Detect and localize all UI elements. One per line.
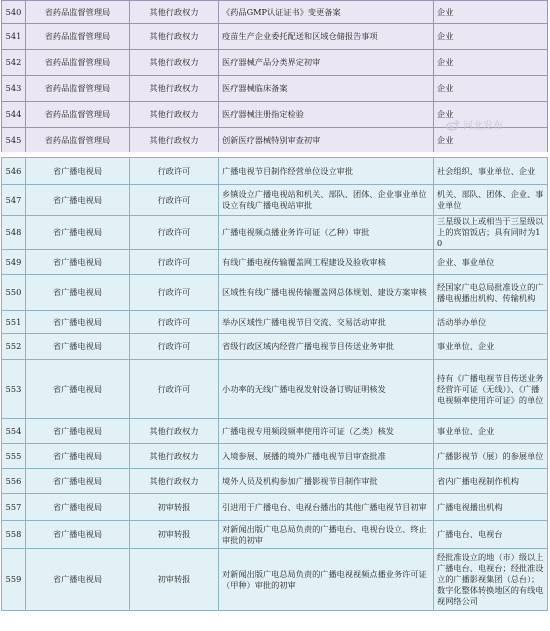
department-cell: 省广播电视局 (26, 360, 130, 419)
applicant-cell: 企业 (434, 1, 548, 24)
weibo-logo-icon (446, 119, 460, 131)
applicant-cell: 事业单位、企业 (434, 419, 548, 444)
department-cell: 省广播电视局 (26, 216, 130, 250)
item-name-cell: 乡镇设立广播电视站和机关、部队、团体、企业事业单位设立有线广播电视站审批 (219, 185, 434, 216)
table-row (2, 185, 548, 216)
row-number: 547 (2, 185, 26, 216)
item-name-cell: 医疗器械临床备案 (219, 76, 434, 102)
power-type-cell: 行政许可 (130, 311, 219, 334)
table-row (2, 494, 548, 521)
radio-tv-table (1, 157, 548, 611)
table-row (2, 216, 548, 250)
row-number: 543 (2, 76, 26, 102)
applicant-cell: 广播影视节（展）的参展单位 (434, 444, 548, 469)
item-name-cell: 医疗器械产品分类界定初审 (219, 50, 434, 76)
row-number: 554 (2, 419, 26, 444)
item-name-cell: 医疗器械注册指定检验 (219, 102, 434, 128)
department-cell: 省药品监督管理局 (26, 24, 130, 50)
item-name-cell: 引进用于广播电台、电视台播出的其他广播电视节目初审 (219, 494, 434, 521)
table-row (2, 76, 548, 102)
applicant-cell: 活动举办单位 (434, 311, 548, 334)
department-cell: 省广播电视局 (26, 469, 130, 494)
applicant-cell: 事业单位、企业 (434, 334, 548, 360)
row-number: 546 (2, 158, 26, 185)
department-cell: 省广播电视局 (26, 549, 130, 611)
item-name-cell: 入境参展、展播的境外广播电视节目审查批准 (219, 444, 434, 469)
power-type-cell: 初审转报 (130, 521, 219, 549)
item-name-cell: 省级行政区域内经营广播电视节目传送业务审批 (219, 334, 434, 360)
row-number: 551 (2, 311, 26, 334)
applicant-cell: 企业 (434, 128, 548, 153)
power-type-cell: 其他行政权力 (130, 128, 219, 153)
row-number: 548 (2, 216, 26, 250)
row-number: 549 (2, 250, 26, 275)
row-number: 542 (2, 50, 26, 76)
power-type-cell: 行政许可 (130, 275, 219, 311)
item-name-cell: 举办区域性广播电视节目交流、交易活动审批 (219, 311, 434, 334)
power-type-cell: 其他行政权力 (130, 1, 219, 24)
power-type-cell: 行政许可 (130, 360, 219, 419)
item-name-cell: 对新闻出版广电总局负责的广播电台、电视台设立、终止审批的初审 (219, 521, 434, 549)
applicant-cell: 社会组织、事业单位、企业 (434, 158, 548, 185)
department-cell: 省广播电视局 (26, 250, 130, 275)
department-cell: 省广播电视局 (26, 521, 130, 549)
applicant-cell: 企业 (434, 76, 548, 102)
weibo-watermark (446, 117, 503, 132)
applicant-cell: 三星级以上或相当于三星级以上的宾馆饭店；具有同时为10 (434, 216, 548, 250)
power-type-cell: 初审转报 (130, 494, 219, 521)
applicant-cell: 经国家广电总局批准设立的广播电视播出机构、传输机构 (434, 275, 548, 311)
power-type-cell: 行政许可 (130, 250, 219, 275)
power-type-cell: 其他行政权力 (130, 50, 219, 76)
table-row (2, 50, 548, 76)
item-name-cell: 广播电视频点播业务许可证（乙种）审批 (219, 216, 434, 250)
row-number: 545 (2, 128, 26, 153)
row-number: 553 (2, 360, 26, 419)
department-cell: 省广播电视局 (26, 275, 130, 311)
power-type-cell: 行政许可 (130, 158, 219, 185)
item-name-cell: 有线广播电视传输覆盖网工程建设及验收审核 (219, 250, 434, 275)
department-cell: 省广播电视局 (26, 334, 130, 360)
table-row (2, 549, 548, 611)
power-type-cell: 行政许可 (130, 216, 219, 250)
applicant-cell: 企业、事业单位 (434, 250, 548, 275)
table-row (2, 419, 548, 444)
table-row (2, 250, 548, 275)
department-cell: 省药品监督管理局 (26, 1, 130, 24)
department-cell: 省广播电视局 (26, 494, 130, 521)
applicant-cell: 机关、部队、团体、企业、事业单位 (434, 185, 548, 216)
department-cell: 省药品监督管理局 (26, 102, 130, 128)
row-number: 559 (2, 549, 26, 611)
power-type-cell: 其他行政权力 (130, 469, 219, 494)
row-number: 540 (2, 1, 26, 24)
row-number: 558 (2, 521, 26, 549)
department-cell: 省广播电视局 (26, 419, 130, 444)
table-row (2, 469, 548, 494)
applicant-cell: 经批准设立的地（市）级以上广播电台、电视台；经批准设立的广播影视集团（总台）；数字化整体转换地区的有线电视网络公司 (434, 549, 548, 611)
department-cell: 省药品监督管理局 (26, 128, 130, 153)
table-row (2, 24, 548, 50)
item-name-cell: 境外人员及机构参加广播影视节目制作审批 (219, 469, 434, 494)
power-type-cell: 行政许可 (130, 185, 219, 216)
row-number: 552 (2, 334, 26, 360)
department-cell: 省药品监督管理局 (26, 50, 130, 76)
department-cell: 省广播电视局 (26, 444, 130, 469)
power-type-cell: 其他行政权力 (130, 76, 219, 102)
applicant-cell: 省内广播电视制作机构 (434, 469, 548, 494)
power-type-cell: 初审转报 (130, 549, 219, 611)
row-number: 544 (2, 102, 26, 128)
power-type-cell: 行政许可 (130, 334, 219, 360)
item-name-cell: 区域性有线广播电视传输覆盖网总体规划、建设方案审核 (219, 275, 434, 311)
watermark-text: 河北发布 (463, 121, 503, 132)
row-number: 550 (2, 275, 26, 311)
row-number: 556 (2, 469, 26, 494)
row-number: 555 (2, 444, 26, 469)
power-type-cell: 其他行政权力 (130, 444, 219, 469)
item-name-cell: 疫苗生产企业委托配送和区域仓储报告事项 (219, 24, 434, 50)
item-name-cell: 广播电视专用频段频率使用许可证（乙类）核发 (219, 419, 434, 444)
table-row (2, 360, 548, 419)
row-number: 557 (2, 494, 26, 521)
department-cell: 省药品监督管理局 (26, 76, 130, 102)
applicant-cell: 企业 (434, 24, 548, 50)
applicant-cell: 企业 (434, 50, 548, 76)
item-name-cell: 《药品GMP认证证书》变更备案 (219, 1, 434, 24)
table-row (2, 158, 548, 185)
item-name-cell: 创新医疗器械特别审查初审 (219, 128, 434, 153)
table-row (2, 521, 548, 549)
department-cell: 省广播电视局 (26, 311, 130, 334)
applicant-cell: 持有《广播电视节目传送业务经营许可证（无线）》、《广播电视频率使用许可证》的单位 (434, 360, 548, 419)
applicant-cell: 企业 (434, 102, 548, 128)
power-type-cell: 其他行政权力 (130, 24, 219, 50)
department-cell: 省广播电视局 (26, 185, 130, 216)
applicant-cell: 广播电台、电视台 (434, 521, 548, 549)
table-row (2, 444, 548, 469)
item-name-cell: 广播电视节目制作经营单位设立审批 (219, 158, 434, 185)
applicant-cell: 广播电视播出机构 (434, 494, 548, 521)
table-row (2, 1, 548, 24)
department-cell: 省广播电视局 (26, 158, 130, 185)
table-row (2, 334, 548, 360)
item-name-cell: 小功率的无线广播电视发射设备订购证明核发 (219, 360, 434, 419)
row-number: 541 (2, 24, 26, 50)
power-type-cell: 其他行政权力 (130, 419, 219, 444)
power-type-cell: 其他行政权力 (130, 102, 219, 128)
table-row (2, 311, 548, 334)
item-name-cell: 对新闻出版广电总局负责的广播电视视频点播业务许可证（甲种）审批的初审 (219, 549, 434, 611)
table-row (2, 275, 548, 311)
